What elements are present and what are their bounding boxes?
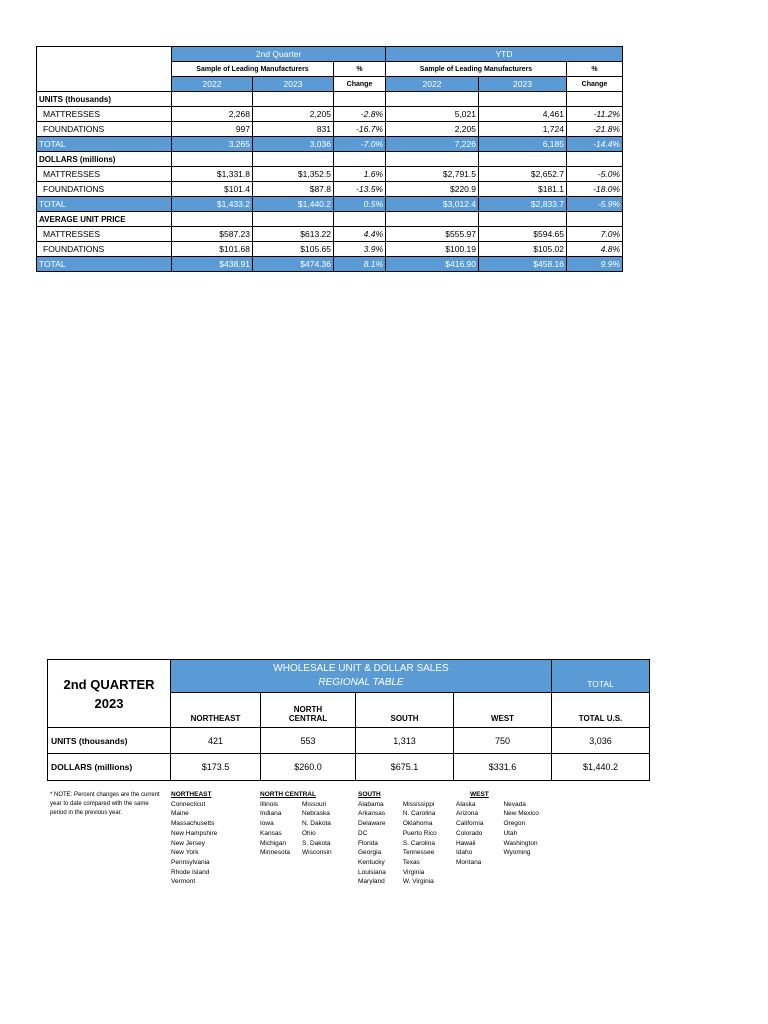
empty-cell [567,152,623,167]
quarter-year: 2023 [94,695,124,711]
quarter-label: 2nd QUARTER [63,676,155,692]
region-north-central [260,790,332,858]
table-cell: 750 [454,728,552,754]
state-name: Hawaii [456,839,476,847]
value-cell: $101.68 [172,242,253,257]
pct-change-cell: -14.4% [567,137,623,152]
pct-change-cell: -16.7% [334,122,386,137]
state-name: Oregon [503,820,526,828]
value-cell: $2,652.7 [479,167,567,182]
region-south [358,790,437,887]
pct-change-cell: 9.9% [567,257,623,272]
value-cell: $3,012.4 [386,197,479,212]
value-cell: $1,440.2 [253,197,334,212]
state-name: Washington [503,839,538,847]
pct-label-top: % [567,62,623,77]
row-label: TOTAL [37,257,172,272]
total-header: TOTAL [552,660,650,693]
region-west [456,790,539,868]
regional-banner [171,660,552,693]
row-label: FOUNDATIONS [37,242,172,257]
empty-cell [479,92,567,107]
row-label: UNITS (thousands) [48,728,171,754]
row-label: TOTAL [37,137,172,152]
col-total-us: TOTAL U.S. [552,693,650,728]
pct-change-cell: -2.8% [334,107,386,122]
empty-cell [172,152,253,167]
pct-change-cell: -11.2% [567,107,623,122]
value-cell: 5,021 [386,107,479,122]
col-north-central: NORTH CENTRAL [261,693,356,728]
state-name: Oklahoma [402,820,433,828]
table-cell: $331.6 [454,754,552,781]
pct-label-top: % [334,62,386,77]
state-name: Arkansas [358,810,386,818]
state-name: Kentucky [358,858,385,866]
empty-cell [334,92,386,107]
region-title: NORTH CENTRAL [260,791,316,798]
year-label: 2023 [479,77,567,92]
value-cell: 1,724 [479,122,567,137]
state-name: Rhode Island [171,868,210,876]
empty-cell [253,152,334,167]
value-cell: 2,268 [172,107,253,122]
total-row [37,197,623,212]
state-name: Minnesota [260,849,290,857]
col-northeast: NORTHEAST [171,693,261,728]
state-name: Maine [171,810,189,818]
region-title: NORTHEAST [171,791,212,798]
state-name: Virginia [402,868,425,876]
pct-label-bottom: Change [334,77,386,92]
value-cell: 997 [172,122,253,137]
state-name: Massachusetts [171,820,215,828]
state-name: Colorado [456,829,483,837]
state-name: Texas [402,858,420,866]
state-name: DC [358,829,368,837]
region-title: SOUTH [358,791,381,798]
value-cell: 2,205 [386,122,479,137]
value-cell: $458.16 [479,257,567,272]
year-label: 2022 [172,77,253,92]
sample-label: Sample of Leading Manufacturers [172,62,334,77]
percent-change-note: * NOTE: Percent changes are the current year to date compared with the same period in the previous year. [50,792,160,816]
value-cell: 4,461 [479,107,567,122]
table-row [48,728,650,754]
row-label: TOTAL [37,197,172,212]
table-cell: 553 [261,728,356,754]
table-row [37,227,623,242]
value-cell: $87.8 [253,182,334,197]
table-row [37,122,623,137]
quarter-heading [48,660,171,728]
pct-change-cell: 3.9% [334,242,386,257]
value-cell: 3,265 [172,137,253,152]
value-cell: $1,331.8 [172,167,253,182]
pct-change-cell: 7.0% [567,227,623,242]
state-name: Utah [503,829,518,837]
state-name: Illinois [260,800,279,808]
state-name: W. Virginia [402,878,434,886]
section-header-row [37,152,623,167]
state-name: N. Carolina [402,810,436,818]
region-title: WEST [470,791,489,798]
pct-change-cell: -7.0% [334,137,386,152]
state-name: New York [171,849,199,857]
row-label: FOUNDATIONS [37,182,172,197]
value-cell: $555.97 [386,227,479,242]
state-name: Ohio [302,829,316,837]
section-label: DOLLARS (millions) [37,152,172,167]
state-name: California [456,820,484,828]
table-cell: $260.0 [261,754,356,781]
pct-change-cell: -21.8% [567,122,623,137]
table-cell: 3,036 [552,728,650,754]
value-cell: $105.65 [253,242,334,257]
value-cell: $100.19 [386,242,479,257]
state-name: Connecticut [171,800,206,808]
state-name: Wisconsin [302,849,332,857]
total-row [37,137,623,152]
regional-sales-table [47,659,650,781]
empty-cell [479,152,567,167]
table-row [37,167,623,182]
state-name: Wyoming [503,849,531,857]
pct-change-cell: -13.5% [334,182,386,197]
table-cell: $173.5 [171,754,261,781]
value-cell: $594.65 [479,227,567,242]
sample-label: Sample of Leading Manufacturers [386,62,567,77]
state-name: Idaho [456,849,473,857]
region-northeast [171,790,217,887]
empty-cell [334,212,386,227]
state-name: Kansas [260,829,282,837]
state-name: Louisiana [358,868,386,876]
value-cell: $220.9 [386,182,479,197]
row-label: DOLLARS (millions) [48,754,171,781]
state-name: Nevada [503,800,526,808]
table-row [37,107,623,122]
value-cell: $1,352.5 [253,167,334,182]
state-name: New Jersey [171,839,205,847]
empty-cell [172,92,253,107]
section-label: UNITS (thousands) [37,92,172,107]
state-name: New Mexico [503,810,539,818]
value-cell: $1,433.2 [172,197,253,212]
year-label: 2023 [253,77,334,92]
group-title-ytd: YTD [386,47,623,62]
empty-cell [567,92,623,107]
row-label: MATTRESSES [37,107,172,122]
empty-cell [479,212,567,227]
state-name: Michigan [260,839,287,847]
state-name: Puerto Rico [402,829,437,837]
value-cell: $416.90 [386,257,479,272]
corner-cell [37,47,172,92]
value-cell: $587.23 [172,227,253,242]
empty-cell [386,152,479,167]
year-label: 2022 [386,77,479,92]
state-name: Nebraska [302,810,330,818]
value-cell: $474.36 [253,257,334,272]
pct-change-cell: -18.0% [567,182,623,197]
value-cell: $2,833.7 [479,197,567,212]
state-name: Alabama [358,800,384,808]
table-cell: 421 [171,728,261,754]
pct-change-cell: 8.1% [334,257,386,272]
row-label: MATTRESSES [37,227,172,242]
state-name: S. Dakota [302,839,331,847]
value-cell: $613.22 [253,227,334,242]
pct-label-bottom: Change [567,77,623,92]
row-label: FOUNDATIONS [37,122,172,137]
pct-change-cell: -5.9% [567,197,623,212]
value-cell: $181.1 [479,182,567,197]
state-name: Maryland [358,878,385,886]
value-cell: 3,036 [253,137,334,152]
pct-change-cell: 0.5% [334,197,386,212]
state-name: Mississippi [402,800,435,808]
section-header-row [37,92,623,107]
table-row [48,754,650,781]
manufacturer-sales-table [36,46,623,272]
empty-cell [172,212,253,227]
value-cell: $438.91 [172,257,253,272]
state-name: Iowa [260,820,274,828]
table-cell: $675.1 [356,754,454,781]
state-name: N. Dakota [302,820,331,828]
state-name: Missouri [302,800,327,808]
col-south: SOUTH [356,693,454,728]
empty-cell [253,92,334,107]
state-name: Florida [358,839,378,847]
state-name: Georgia [358,849,382,857]
empty-cell [386,92,479,107]
state-name: Pennsylvania [171,858,210,866]
state-name: Vermont [171,878,196,886]
pct-change-cell: 1.6% [334,167,386,182]
value-cell: 2,205 [253,107,334,122]
state-name: Arizona [456,810,479,818]
pct-change-cell: -5.0% [567,167,623,182]
value-cell: $101.4 [172,182,253,197]
state-name: Delaware [358,820,386,828]
value-cell: 7,226 [386,137,479,152]
table-row [37,242,623,257]
group-title-quarter: 2nd Quarter [172,47,386,62]
pct-change-cell: 4.4% [334,227,386,242]
banner-title: WHOLESALE UNIT & DOLLAR SALES [273,663,449,674]
state-name: New Hampshire [171,829,218,837]
table-row [37,182,623,197]
empty-cell [253,212,334,227]
total-row [37,257,623,272]
empty-cell [334,152,386,167]
state-name: S. Carolina [402,839,435,847]
table-cell: $1,440.2 [552,754,650,781]
state-name: Montana [456,858,482,866]
empty-cell [567,212,623,227]
state-name: Tennessee [402,849,435,857]
table-cell: 1,313 [356,728,454,754]
state-name: Alaska [456,800,476,808]
banner-subtitle: REGIONAL TABLE [318,677,404,688]
value-cell: 831 [253,122,334,137]
section-header-row [37,212,623,227]
section-label: AVERAGE UNIT PRICE [37,212,172,227]
state-name: Indiana [260,810,282,818]
pct-change-cell: 4.8% [567,242,623,257]
row-label: MATTRESSES [37,167,172,182]
empty-cell [386,212,479,227]
value-cell: $105.02 [479,242,567,257]
value-cell: $2,791.5 [386,167,479,182]
col-west: WEST [454,693,552,728]
value-cell: 6,185 [479,137,567,152]
